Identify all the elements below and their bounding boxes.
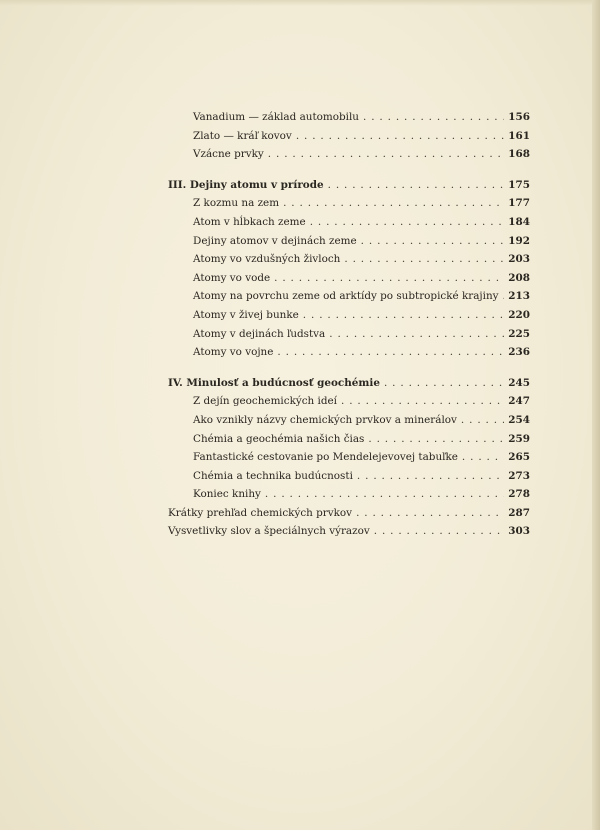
toc-entry-page: 303 [508, 525, 530, 538]
toc-entry [168, 325, 530, 344]
toc-entry [168, 108, 530, 127]
toc-dot-leader [357, 467, 504, 486]
toc-dot-leader [310, 213, 504, 232]
toc-dot-leader [283, 194, 504, 213]
page-top-shadow [0, 0, 600, 6]
toc-dot-leader [384, 374, 504, 393]
toc-entry-page: 273 [508, 469, 530, 482]
toc-entry-page: 254 [508, 413, 530, 426]
toc-entry-page: 259 [508, 432, 530, 445]
toc-entry-page: 220 [508, 308, 530, 321]
toc-entry-title: Atomy v živej bunke [193, 308, 299, 321]
toc-entry-title: Chémia a geochémia našich čias [193, 432, 365, 445]
toc-section-title: III. Dejiny atomu v prírode [168, 178, 324, 191]
toc-entry [168, 343, 530, 362]
table-of-contents [168, 108, 530, 541]
toc-entry [168, 430, 530, 449]
toc-dot-leader [361, 232, 504, 251]
toc-dot-leader [462, 448, 504, 467]
toc-section-page: 175 [508, 178, 530, 191]
toc-entry-page: 213 [508, 290, 530, 303]
toc-entry-page: 236 [508, 346, 530, 359]
toc-entry [168, 232, 530, 251]
toc-entry-title: Z kozmu na zem [193, 197, 280, 210]
toc-dot-leader [368, 430, 504, 449]
toc-entry-title: Atomy na povrchu zeme od arktídy po subtropické krajiny [193, 290, 499, 303]
toc-entry-title: Krátky prehľad chemických prvkov [168, 506, 353, 519]
toc-entry-page: 168 [508, 148, 530, 161]
toc-entry [168, 250, 530, 269]
toc-entry-title: Fantastické cestovanie po Mendelejevovej tabuľke [193, 451, 458, 464]
toc-entry [168, 213, 530, 232]
toc-entry-title: Atomy vo vzdušných živloch [193, 253, 341, 266]
toc-dot-leader [363, 108, 504, 127]
toc-entry-page: 184 [508, 215, 530, 228]
toc-entry [168, 448, 530, 467]
toc-entry [168, 306, 530, 325]
toc-entry-title: Ako vznikly názvy chemických prvkov a minerálov [193, 413, 457, 426]
toc-dot-leader [303, 306, 504, 325]
toc-entry-page: 247 [508, 395, 530, 408]
toc-entry-title: Zlato — kráľ kovov [193, 129, 292, 142]
toc-entry [168, 504, 530, 523]
toc-entry-page: 287 [508, 506, 530, 519]
toc-entry [168, 194, 530, 213]
toc-dot-leader [356, 504, 504, 523]
toc-entry [168, 522, 530, 541]
toc-entry [168, 467, 530, 486]
toc-dot-leader [329, 325, 504, 344]
toc-section-page: 245 [508, 376, 530, 389]
toc-entry-page: 265 [508, 451, 530, 464]
toc-entry-title: Vzácne prvky [193, 148, 264, 161]
toc-dot-leader [277, 343, 504, 362]
toc-section-heading [168, 176, 530, 195]
toc-entry-title: Koniec knihy [193, 488, 261, 501]
toc-entry-page: 203 [508, 253, 530, 266]
toc-entry-page: 278 [508, 488, 530, 501]
toc-entry-title: Atomy v dejinách ľudstva [193, 327, 326, 340]
toc-entry-title: Vanadium — základ automobilu [193, 111, 360, 123]
toc-entry-title: Vysvetlivky slov a špeciálnych výrazov [168, 525, 370, 538]
toc-entry-page: 156 [508, 111, 530, 123]
toc-dot-leader [268, 145, 504, 164]
toc-dot-leader [344, 250, 504, 269]
toc-entry [168, 485, 530, 504]
toc-entry-title: Atomy vo vode [193, 271, 271, 284]
toc-entry [168, 287, 530, 306]
toc-dot-leader [328, 176, 504, 195]
toc-entry [168, 411, 530, 430]
toc-entry-page: 192 [508, 234, 530, 247]
toc-dot-leader [374, 522, 504, 541]
toc-dot-leader [265, 485, 504, 504]
toc-entry [168, 269, 530, 288]
toc-entry-page: 208 [508, 271, 530, 284]
toc-entry [168, 145, 530, 164]
toc-entry-title: Dejiny atomov v dejinách zeme [193, 234, 357, 247]
toc-dot-leader [296, 127, 504, 146]
toc-entry [168, 392, 530, 411]
toc-entry-title: Z dejín geochemických ideí [193, 395, 338, 408]
toc-entry-title: Atom v hĺbkach zeme [193, 215, 306, 228]
toc-entry [168, 127, 530, 146]
toc-entry-page: 225 [508, 327, 530, 340]
toc-section-heading [168, 374, 530, 393]
toc-section-title: IV. Minulosť a budúcnosť geochémie [168, 376, 380, 389]
page-right-edge [592, 0, 600, 830]
toc-entry-page: 161 [508, 129, 530, 142]
toc-entry-page: 177 [508, 197, 530, 210]
toc-dot-leader [341, 392, 504, 411]
toc-entry-title: Atomy vo vojne [193, 346, 274, 359]
toc-dot-leader [461, 411, 504, 430]
toc-dot-leader [274, 269, 504, 288]
toc-entry-title: Chémia a technika budúcnosti [193, 469, 353, 482]
